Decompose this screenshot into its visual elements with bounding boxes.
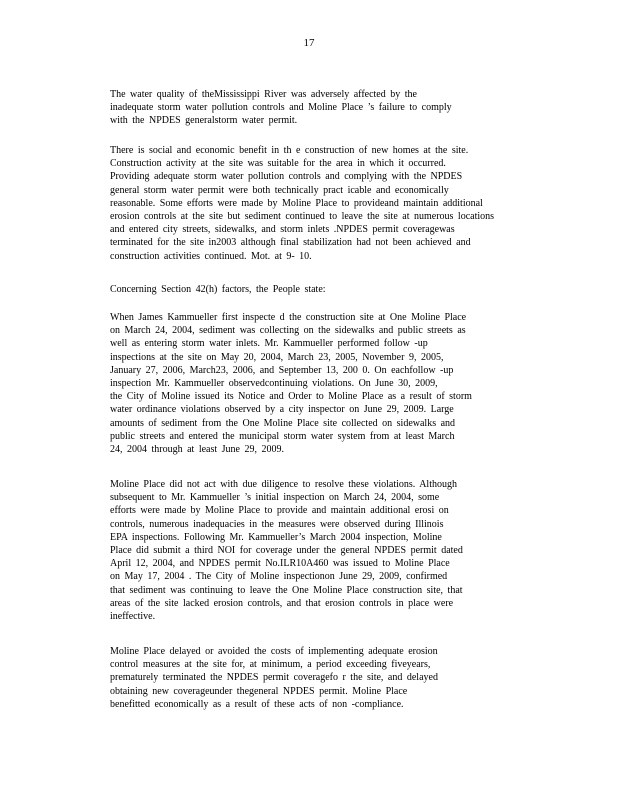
paragraph-section-42h: [110, 283, 326, 296]
text-line: Providing adequate storm water pollution controls and complying with the NPDES: [110, 171, 463, 183]
text-line: Concerning Section 42(h) factors, the People state:: [110, 284, 326, 295]
text-line: obtaining new coverageunder thegeneral NPDES permit. Moline Place: [110, 685, 408, 697]
text-line: 24, 2004 through at least June 29, 2009.: [110, 444, 284, 456]
text-line: amounts of sediment from the One Moline Place site collected on sidewalks and: [110, 417, 456, 429]
text-line: EPA inspections. Following Mr. Kammueller’s March 2004 inspection, Moline: [110, 531, 442, 543]
text-line: areas of the site lacked erosion controls, and that erosion controls in place were: [110, 597, 454, 609]
text-line: terminated for the site in2003 although final stabilization had not been achieved and: [110, 237, 471, 249]
text-line: April 12, 2004, and NPDES permit No.ILR10A460 was issued to Moline Place: [110, 558, 450, 570]
text-line: water ordinance violations observed by a city inspector on June 29, 2009. Large: [110, 404, 454, 416]
text-line: The water quality of theMississippi River was adversely affected by the: [110, 89, 417, 100]
text-line: on May 17, 2004 . The City of Moline inspectionon June 29, 2009, confirmed: [110, 571, 448, 583]
text-line: general storm water permit were both technically pract icable and economically: [110, 184, 449, 196]
text-line: the City of Moline issued its Notice and Order to Moline Place as a result of storm: [110, 391, 472, 403]
text-line: control measures at the site for, at minimum, a period exceeding fiveyears,: [110, 659, 431, 671]
paragraph-kammueller-inspections: [110, 311, 472, 456]
text-line: and entered city streets, sidewalks, and storm inlets .NPDES permit coveragewas: [110, 224, 455, 236]
text-line: erosion controls at the site but sediment continued to leave the site at numerous locations: [110, 211, 495, 223]
text-line: Place did submit a third NOI for coverage under the general NPDES permit dated: [110, 545, 463, 557]
text-line: When James Kammueller first inspecte d the construction site at One Moline Place: [110, 312, 467, 323]
text-line: Moline Place did not act with due diligence to resolve these violations. Although: [110, 479, 457, 490]
paragraph-due-diligence: [110, 478, 463, 623]
text-line: controls, numerous inadequacies in the measures were observed during Illinois: [110, 518, 444, 530]
text-line: ineffective.: [110, 611, 156, 623]
text-line: construction activities continued. Mot. at 9- 10.: [110, 250, 312, 262]
paragraph-water-quality: [110, 88, 452, 128]
text-line: reasonable. Some efforts were made by Moline Place to provideand maintain additional: [110, 197, 483, 209]
text-line: inadequate storm water pollution controls and Moline Place ’s failure to comply: [110, 102, 452, 114]
text-line: efforts were made by Moline Place to provide and maintain additional erosi on: [110, 505, 449, 517]
paragraph-delayed-costs: [110, 645, 438, 711]
text-line: There is social and economic benefit in th e construction of new homes at the site.: [110, 145, 469, 156]
text-line: inspections at the site on May 20, 2004, March 23, 2005, November 9, 2005,: [110, 351, 444, 363]
text-line: well as entering storm water inlets. Mr. Kammueller performed follow -up: [110, 338, 428, 350]
text-line: January 27, 2006, March23, 2006, and September 13, 200 0. On eachfollow -up: [110, 364, 454, 376]
paragraph-social-economic-benefit: [110, 144, 494, 263]
text-line: subsequent to Mr. Kammueller ’s initial inspection on March 24, 2004, some: [110, 492, 440, 504]
page-number: 17: [303, 37, 315, 49]
text-line: on March 24, 2004, sediment was collecting on the sidewalks and public streets as: [110, 325, 466, 337]
text-line: Moline Place delayed or avoided the costs of implementing adequate erosion: [110, 646, 438, 657]
text-line: public streets and entered the municipal storm water system from at least March: [110, 430, 455, 442]
text-line: benefitted economically as a result of these acts of non -compliance.: [110, 698, 404, 710]
text-line: that sediment was continuing to leave the One Moline Place construction site, that: [110, 584, 463, 596]
text-line: Construction activity at the site was suitable for the area in which it occurred.: [110, 158, 446, 170]
text-line: with the NPDES generalstorm water permit.: [110, 115, 298, 127]
text-line: prematurely terminated the NPDES permit coveragefo r the site, and delayed: [110, 672, 438, 684]
text-line: inspection Mr. Kammueller observedcontinuing violations. On June 30, 2009,: [110, 378, 438, 390]
